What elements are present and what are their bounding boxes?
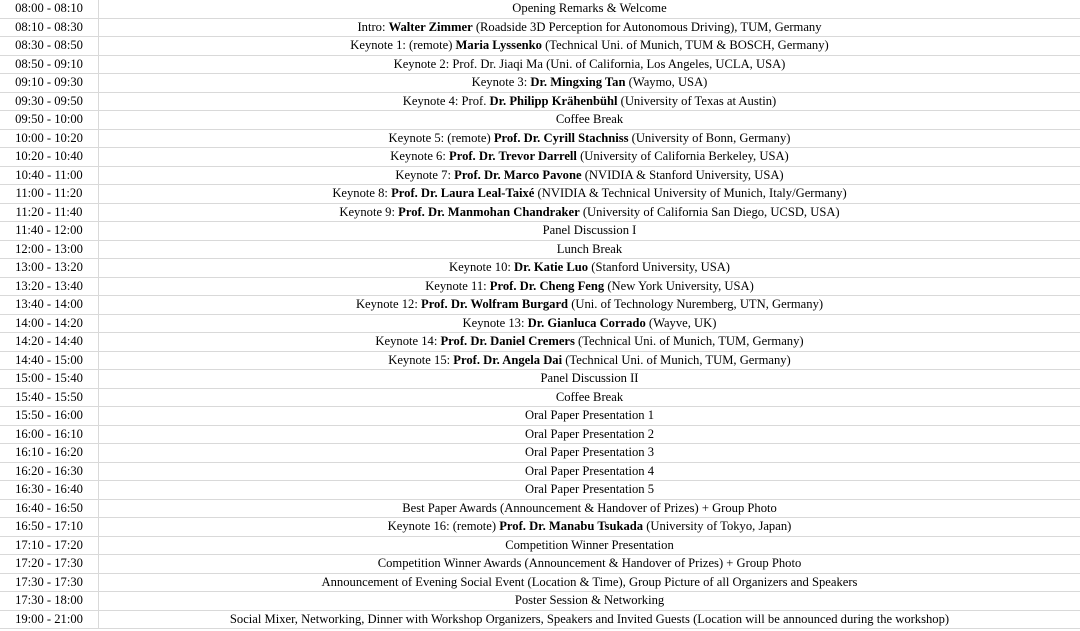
time-cell: 12:00 - 13:00 [0, 240, 99, 259]
event-text: Keynote 3: [471, 75, 531, 89]
event-cell [99, 314, 1080, 333]
time-cell: 13:20 - 13:40 [0, 277, 99, 296]
table-row [0, 351, 1080, 370]
table-row [0, 314, 1080, 333]
event-text: Oral Paper Presentation 1 [524, 408, 655, 422]
event-text: Keynote 9: [339, 204, 399, 219]
event-cell [99, 240, 1080, 259]
table-row [0, 444, 1080, 463]
time-cell: 14:00 - 14:20 [0, 314, 99, 333]
table-row [0, 166, 1080, 185]
time-cell: 16:40 - 16:50 [0, 499, 99, 518]
event-cell [99, 370, 1080, 389]
time-cell: 09:10 - 09:30 [0, 74, 99, 93]
event-text: Oral Paper Presentation 2 [524, 426, 655, 441]
time-cell: 16:10 - 16:20 [0, 444, 99, 463]
event-cell [99, 148, 1080, 167]
event-affiliation: (Technical Uni. of Munich, TUM, Germany) [574, 334, 804, 348]
event-cell [99, 296, 1080, 315]
speaker-name: Prof. Dr. Marco Pavone [454, 167, 582, 182]
event-cell [99, 0, 1080, 18]
time-cell: 08:00 - 08:10 [0, 0, 99, 18]
event-cell [99, 499, 1080, 518]
event-text: Keynote 15: [388, 352, 454, 367]
event-cell [99, 333, 1080, 352]
table-row [0, 185, 1080, 204]
event-text: Keynote 10: [448, 260, 515, 274]
event-text: Intro: [357, 19, 389, 34]
table-row [0, 499, 1080, 518]
time-cell: 14:40 - 15:00 [0, 351, 99, 370]
event-cell [99, 92, 1080, 111]
event-text: Opening Remarks & Welcome [512, 1, 667, 15]
event-cell [99, 185, 1080, 204]
event-text: Keynote 4: Prof. [402, 93, 490, 108]
table-row [0, 462, 1080, 481]
time-cell: 17:10 - 17:20 [0, 536, 99, 555]
event-cell [99, 388, 1080, 407]
speaker-name: Prof. Dr. Laura Leal-Taixé [391, 186, 535, 200]
time-cell: 09:30 - 09:50 [0, 92, 99, 111]
event-text: Keynote 14: [375, 334, 441, 348]
event-text: Best Paper Awards (Announcement & Handover of Prizes) + Group Photo [402, 500, 777, 515]
event-affiliation: (University of California Berkeley, USA) [576, 149, 789, 163]
event-text: Oral Paper Presentation 4 [524, 463, 655, 478]
event-text: Competition Winner Presentation [505, 537, 674, 552]
event-text: Keynote 11: [425, 278, 490, 293]
table-row [0, 296, 1080, 315]
time-cell: 15:50 - 16:00 [0, 407, 99, 426]
event-cell [99, 222, 1080, 241]
event-cell [99, 37, 1080, 56]
speaker-name: Dr. Philipp Krähenbühl [489, 93, 618, 108]
table-row [0, 481, 1080, 500]
event-text: Keynote 6: [390, 149, 450, 163]
event-cell [99, 55, 1080, 74]
table-row [0, 111, 1080, 130]
speaker-name: Dr. Gianluca Corrado [527, 315, 646, 330]
event-text: Oral Paper Presentation 3 [524, 445, 655, 459]
event-cell [99, 74, 1080, 93]
event-cell [99, 18, 1080, 37]
table-row [0, 518, 1080, 537]
event-cell [99, 111, 1080, 130]
time-cell: 10:20 - 10:40 [0, 148, 99, 167]
table-row [0, 0, 1080, 18]
table-row [0, 74, 1080, 93]
event-text: Social Mixer, Networking, Dinner with Workshop Organizers, Speakers and Invited Guests (Location will be announced during the workshop) [229, 611, 950, 626]
time-cell: 08:50 - 09:10 [0, 55, 99, 74]
speaker-name: Walter Zimmer [388, 19, 473, 34]
event-text: Keynote 13: [462, 315, 528, 330]
speaker-name: Prof. Dr. Manmohan Chandraker [398, 204, 580, 219]
event-text: Coffee Break [555, 112, 624, 126]
table-row [0, 92, 1080, 111]
time-cell: 16:00 - 16:10 [0, 425, 99, 444]
speaker-name: Maria Lyssenko [455, 38, 542, 52]
time-cell: 10:40 - 11:00 [0, 166, 99, 185]
event-cell [99, 444, 1080, 463]
event-affiliation: (Uni. of Technology Nuremberg, UTN, Germany) [568, 297, 824, 311]
time-cell: 19:00 - 21:00 [0, 610, 99, 629]
speaker-name: Prof. Dr. Daniel Cremers [440, 334, 575, 348]
table-row [0, 222, 1080, 241]
event-affiliation: (New York University, USA) [604, 278, 754, 293]
time-cell: 16:50 - 17:10 [0, 518, 99, 537]
time-cell: 17:30 - 17:30 [0, 573, 99, 592]
event-affiliation: (University of California San Diego, UCSD, USA) [579, 204, 840, 219]
time-cell: 15:00 - 15:40 [0, 370, 99, 389]
event-text: Keynote 1: (remote) [350, 38, 456, 52]
event-text: Keynote 16: (remote) [387, 519, 500, 533]
event-cell [99, 129, 1080, 148]
time-cell: 16:20 - 16:30 [0, 462, 99, 481]
event-cell [99, 481, 1080, 500]
event-text: Lunch Break [556, 241, 623, 256]
event-cell [99, 462, 1080, 481]
table-row [0, 370, 1080, 389]
event-text: Poster Session & Networking [514, 593, 665, 607]
table-row [0, 388, 1080, 407]
table-row [0, 240, 1080, 259]
event-cell [99, 573, 1080, 592]
table-row [0, 536, 1080, 555]
table-row [0, 203, 1080, 222]
time-cell: 13:00 - 13:20 [0, 259, 99, 278]
event-text: Keynote 7: [395, 167, 455, 182]
event-affiliation: (NVIDIA & Technical University of Munich, Italy/Germany) [534, 186, 847, 200]
table-row [0, 407, 1080, 426]
event-affiliation: (NVIDIA & Stanford University, USA) [581, 167, 784, 182]
event-cell [99, 592, 1080, 611]
time-cell: 14:20 - 14:40 [0, 333, 99, 352]
event-affiliation: (Technical Uni. of Munich, TUM & BOSCH, Germany) [541, 38, 829, 52]
event-affiliation: (Stanford University, USA) [588, 260, 731, 274]
event-cell [99, 166, 1080, 185]
event-affiliation: (University of Bonn, Germany) [628, 130, 791, 145]
event-text: Keynote 2: Prof. Dr. Jiaqi Ma (Uni. of California, Los Angeles, UCLA, USA) [393, 56, 786, 71]
event-affiliation: (Wayve, UK) [645, 315, 717, 330]
time-cell: 17:30 - 18:00 [0, 592, 99, 611]
event-text: Announcement of Evening Social Event (Location & Time), Group Picture of all Organizers and Speakers [321, 574, 858, 589]
event-text: Panel Discussion II [540, 371, 639, 385]
event-cell [99, 203, 1080, 222]
event-cell [99, 518, 1080, 537]
table-row [0, 425, 1080, 444]
event-cell [99, 259, 1080, 278]
event-cell [99, 425, 1080, 444]
event-cell [99, 555, 1080, 574]
speaker-name: Dr. Katie Luo [514, 260, 589, 274]
table-row [0, 610, 1080, 629]
event-affiliation: (Roadside 3D Perception for Autonomous Driving), TUM, Germany [472, 19, 822, 34]
event-text: Competition Winner Awards (Announcement & Handover of Prizes) + Group Photo [377, 556, 802, 570]
table-row [0, 592, 1080, 611]
table-row [0, 37, 1080, 56]
time-cell: 11:00 - 11:20 [0, 185, 99, 204]
table-row [0, 55, 1080, 74]
table-row [0, 148, 1080, 167]
time-cell: 17:20 - 17:30 [0, 555, 99, 574]
time-cell: 16:30 - 16:40 [0, 481, 99, 500]
table-row [0, 277, 1080, 296]
event-text: Keynote 12: [355, 297, 421, 311]
table-row [0, 18, 1080, 37]
time-cell: 08:30 - 08:50 [0, 37, 99, 56]
time-cell: 10:00 - 10:20 [0, 129, 99, 148]
speaker-name: Prof. Dr. Manabu Tsukada [499, 519, 644, 533]
event-cell [99, 407, 1080, 426]
event-cell [99, 277, 1080, 296]
event-affiliation: (Waymo, USA) [625, 75, 708, 89]
event-cell [99, 610, 1080, 629]
table-row [0, 555, 1080, 574]
event-affiliation: (University of Tokyo, Japan) [643, 519, 792, 533]
event-text: Panel Discussion I [542, 223, 637, 237]
table-row [0, 573, 1080, 592]
event-affiliation: (University of Texas at Austin) [617, 93, 777, 108]
event-cell [99, 351, 1080, 370]
time-cell: 15:40 - 15:50 [0, 388, 99, 407]
speaker-name: Prof. Dr. Cheng Feng [489, 278, 605, 293]
event-affiliation: (Technical Uni. of Munich, TUM, Germany) [562, 352, 791, 367]
time-cell: 13:40 - 14:00 [0, 296, 99, 315]
speaker-name: Dr. Mingxing Tan [530, 75, 626, 89]
event-text: Coffee Break [555, 389, 624, 404]
event-text: Keynote 8: [332, 186, 392, 200]
time-cell: 11:40 - 12:00 [0, 222, 99, 241]
speaker-name: Prof. Dr. Angela Dai [453, 352, 563, 367]
time-cell: 08:10 - 08:30 [0, 18, 99, 37]
table-row [0, 333, 1080, 352]
speaker-name: Prof. Dr. Trevor Darrell [449, 149, 577, 163]
speaker-name: Prof. Dr. Cyrill Stachniss [493, 130, 629, 145]
speaker-name: Prof. Dr. Wolfram Burgard [421, 297, 569, 311]
table-row [0, 259, 1080, 278]
time-cell: 11:20 - 11:40 [0, 203, 99, 222]
event-cell [99, 536, 1080, 555]
table-row [0, 129, 1080, 148]
time-cell: 09:50 - 10:00 [0, 111, 99, 130]
event-text: Oral Paper Presentation 5 [524, 482, 655, 496]
event-text: Keynote 5: (remote) [388, 130, 494, 145]
